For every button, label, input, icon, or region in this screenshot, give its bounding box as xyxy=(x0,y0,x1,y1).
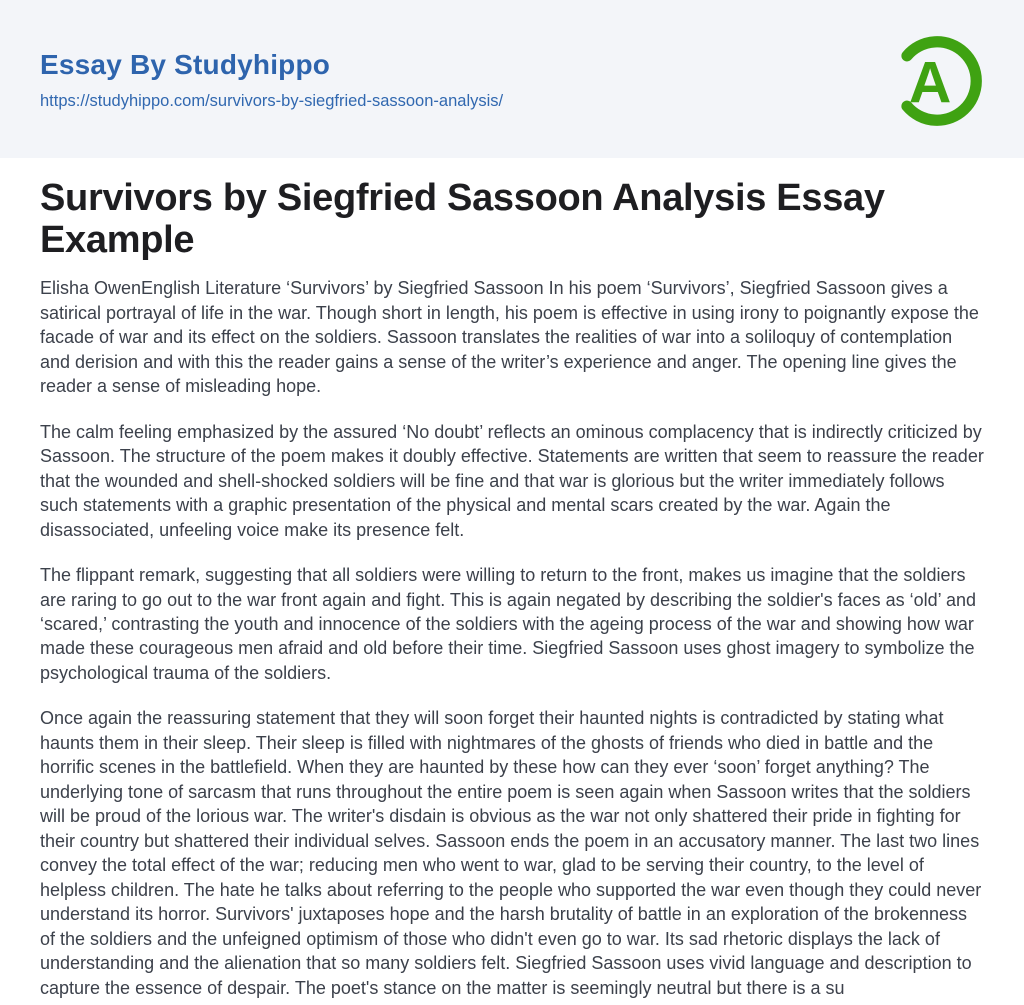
article-heading: Survivors by Siegfried Sassoon Analysis Essay Example xyxy=(40,177,885,262)
studyhippo-logo-icon xyxy=(888,32,986,130)
brand-title: Essay By Studyhippo xyxy=(40,49,331,80)
essay-paragraph-4: Once again the reassuring statement that they will soon forget their haunted nights is contradicted by stating what haunts them in their sleep. Their sleep is filled with nightmares of the ghosts of friends who died in battle and the horrific scenes in the battlefield. When they are haunted by these how can they ever ‘soon’ forget anything? The underlying tone of sarcasm that runs throughout the entire poem is seen again when Sassoon writes that the soldiers will be proud of the lorious war. The writer's disdain is obvious as the war not only shattered their pride in fighting for their country but shattered their individual selves. Sassoon ends the poem in an accusatory manner. The last two lines convey the total effect of the war; reducing men who went to war, glad to be serving their country, to the level of helpless children. The hate he talks about referring to the people who supported the war even though they could never understand its horror. Survivors' juxtaposes hope and the harsh brutality of battle in an exploration of the brokenness of the soldiers and the unfeigned optimism of those who didn't even go to war. Its sad rhetoric displays the lack of understanding and the alienation that so many soldiers felt. Siegfried Sassoon uses vivid language and description to capture the essence of despair. The poet's stance on the matter is seemingly neutral but there is a su xyxy=(40,708,982,998)
page-header xyxy=(0,0,1024,158)
source-url-link[interactable]: https://studyhippo.com/survivors-by-siegfried-sassoon-analysis/ xyxy=(40,92,504,110)
logo-letter: A xyxy=(908,50,952,116)
essay-paragraph-1: Elisha OwenEnglish Literature ‘Survivors’ by Siegfried Sassoon In his poem ‘Survivors’, Siegfried Sassoon gives a satirical portrayal of life in the war. Though short in length, his poem is effective in using irony to poignantly expose the facade of war and its effect on the soldiers. Sassoon translates the realities of war into a soliloquy of contemplation and derision and with this the reader gains a sense of the writer’s experience and anger. The opening line gives the reader a sense of misleading hope. xyxy=(40,278,979,397)
essay-paragraph-2: The calm feeling emphasized by the assured ‘No doubt’ reflects an ominous complacency that is indirectly criticized by Sassoon. The structure of the poem makes it doubly effective. Statements are written that seem to reassure the reader that the wounded and shell-shocked soldiers will be fine and that war is glorious but the writer immediately follows such statements with a graphic presentation of the physical and mental scars created by the war. Again the disassociated, unfeeling voice make its presence felt. xyxy=(40,421,984,540)
essay-article xyxy=(0,177,1024,1000)
header-text-block xyxy=(40,49,888,111)
essay-paragraph-3: The flippant remark, suggesting that all soldiers were willing to return to the front, makes us imagine that the soldiers are raring to go out to the war front again and fight. This is again negated by describing the soldier's faces as ‘old’ and ‘scared,’ contrasting the youth and innocence of the soldiers with the ageing process of the war and showing how war made these courageous men afraid and old before their time. Siegfried Sassoon uses ghost imagery to symbolize the psychological trauma of the soldiers. xyxy=(40,565,977,683)
